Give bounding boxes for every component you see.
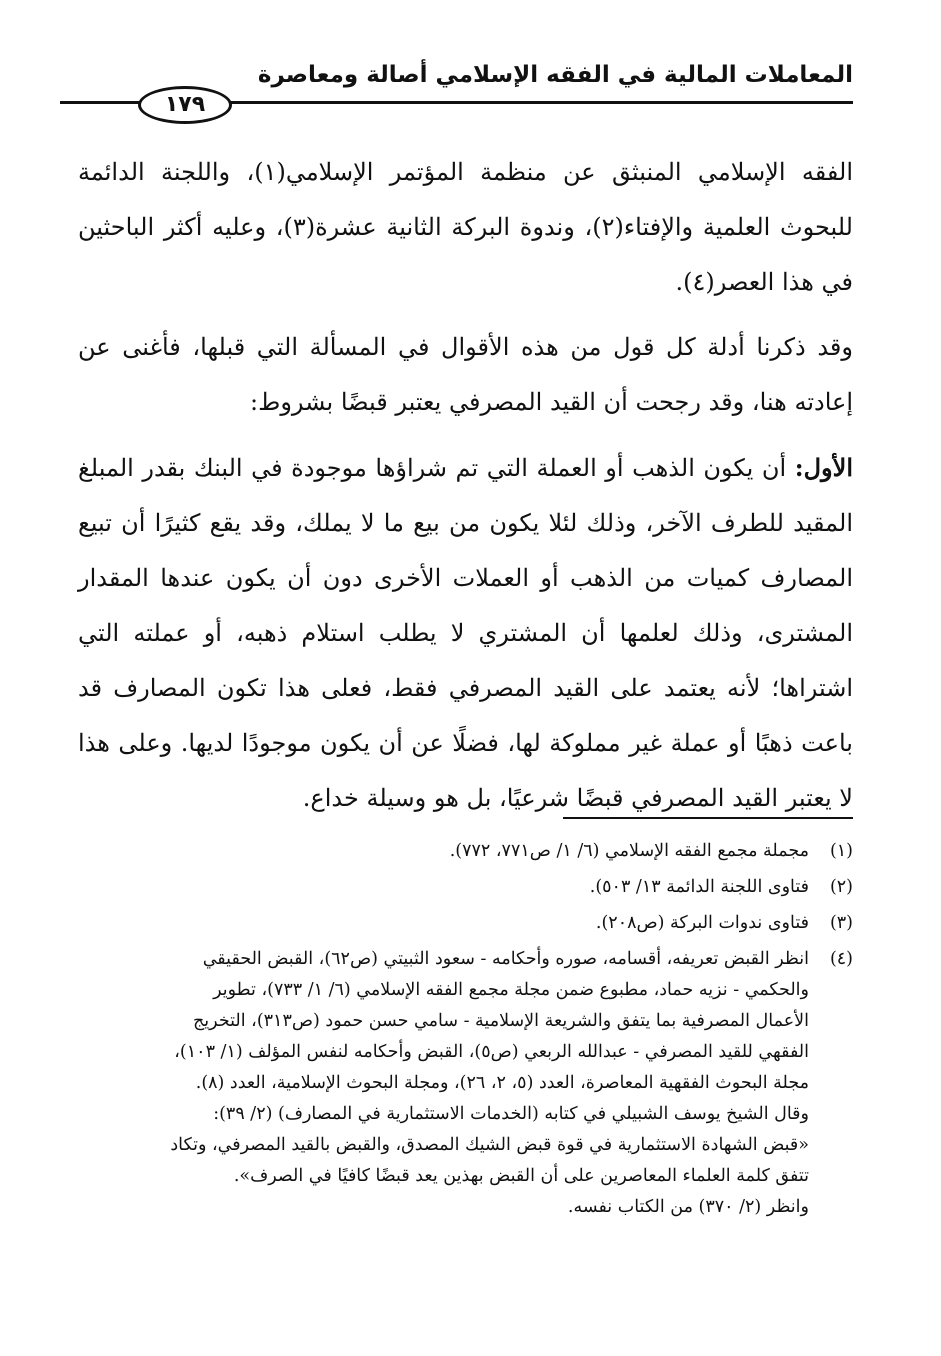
footnote-item [78, 872, 853, 903]
footnote-line: الفقهي للقيد المصرفي - عبدالله الربعي (ص٥)، القبض وأحكامه لنفس المؤلف (١/ ١٠٣)، [174, 1042, 809, 1062]
footnote-line: انظر القبض تعريفه، أقسامه، صوره وأحكامه - سعود الثبيتي (ص٦٢)، القبض الحقيقي [202, 949, 809, 969]
footnote-rule [563, 817, 853, 819]
footnote-line: فتاوى ندوات البركة (ص٢٠٨). [595, 913, 809, 933]
footnote-line: والحكمي - نزيه حماد، مطبوع ضمن مجلة مجمع الفقه الإسلامي (٦/ ١/ ٧٣٣)، تطوير [213, 980, 809, 1000]
footnote-text [78, 872, 809, 903]
footnote-text [78, 836, 809, 867]
main-text [78, 145, 853, 826]
footnote-item [78, 908, 853, 939]
footnote-item [78, 944, 853, 1223]
page-number-badge: ١٧٩ [138, 86, 232, 124]
footnote-line: وانظر (٢/ ٣٧٠) من الكتاب نفسه. [567, 1197, 809, 1217]
paragraph-3-lead: الأول: [794, 453, 853, 482]
footnote-line: «قبض الشهادة الاستثمارية في قوة قبض الشيك المصدق، والقبض بالقيد المصرفي، وتكاد [170, 1135, 809, 1155]
footnotes [78, 836, 853, 1223]
footnote-line: الأعمال المصرفية بما يتفق والشريعة الإسلامية - سامي حسن حمود (ص٣١٣)، التخريج [193, 1011, 809, 1031]
footnote-text [78, 944, 809, 1223]
footnote-number: (٣) [829, 913, 853, 933]
paragraph-1: الفقه الإسلامي المنبثق عن منظمة المؤتمر الإسلامي(١)، واللجنة الدائمة للبحوث العلمية والإفتاء(٢)، وندوة البركة الثانية عشرة(٣)، وعليه أكثر الباحثين في هذا العصر(٤). [78, 158, 853, 296]
footnote-number: (١) [829, 841, 853, 861]
footnote-line: تتفق كلمة العلماء المعاصرين على أن القبض بهذين يعد قبضًا كافيًا في الصرف». [233, 1166, 809, 1186]
paragraph-3 [78, 440, 853, 826]
footnote-number: (٤) [829, 949, 853, 969]
footnote-line: فتاوى اللجنة الدائمة ١٣/ ٥٠٣). [589, 877, 809, 897]
footnote-line: مجلة البحوث الفقهية المعاصرة، العدد (٥، ٢، ٢٦)، ومجلة البحوث الإسلامية، العدد (٨). [195, 1073, 809, 1093]
footnote-item [78, 836, 853, 867]
footnote-line: وقال الشيخ يوسف الشبيلي في كتابه (الخدمات الاستثمارية في المصارف) (٢/ ٣٩): [213, 1104, 809, 1124]
footnote-line: مجملة مجمع الفقه الإسلامي (٦/ ١/ ص٧٧١، ٧٧٢). [449, 841, 809, 861]
paragraph-3-text: أن يكون الذهب أو العملة التي تم شراؤها موجودة في البنك بقدر المبلغ المقيد للطرف الآخر، وذلك لئلا يكون من بيع ما لا يملك، وقد يقع كثيرًا أن تبيع المصارف كميات من الذهب أو العملات الأخرى دون أن يكون عندها المقدار المشترى، وذلك لعلمها أن المشتري لا يطلب استلام ذهبه، أو عملته التي اشتراها؛ لأنه يعتمد على القيد المصرفي فقط، فعلى هذا تكون المصارف قد باعت ذهبًا أو عملة غير مملوكة لها، فضلًا عن أن يكون موجودًا لديها. وعلى هذا لا يعتبر القيد المصرفي قبضًا شرعيًا، بل هو وسيلة خداع. [78, 454, 853, 812]
paragraph-2: وقد ذكرنا أدلة كل قول من هذه الأقوال في المسألة التي قبلها، فأغنى عن إعادته هنا، وقد رجحت أن القيد المصرفي يعتبر قبضًا بشروط: [78, 333, 853, 416]
footnote-number: (٢) [829, 877, 853, 897]
running-title: المعاملات المالية في الفقه الإسلامي أصالة ومعاصرة [257, 62, 853, 88]
footnote-text [78, 908, 809, 939]
